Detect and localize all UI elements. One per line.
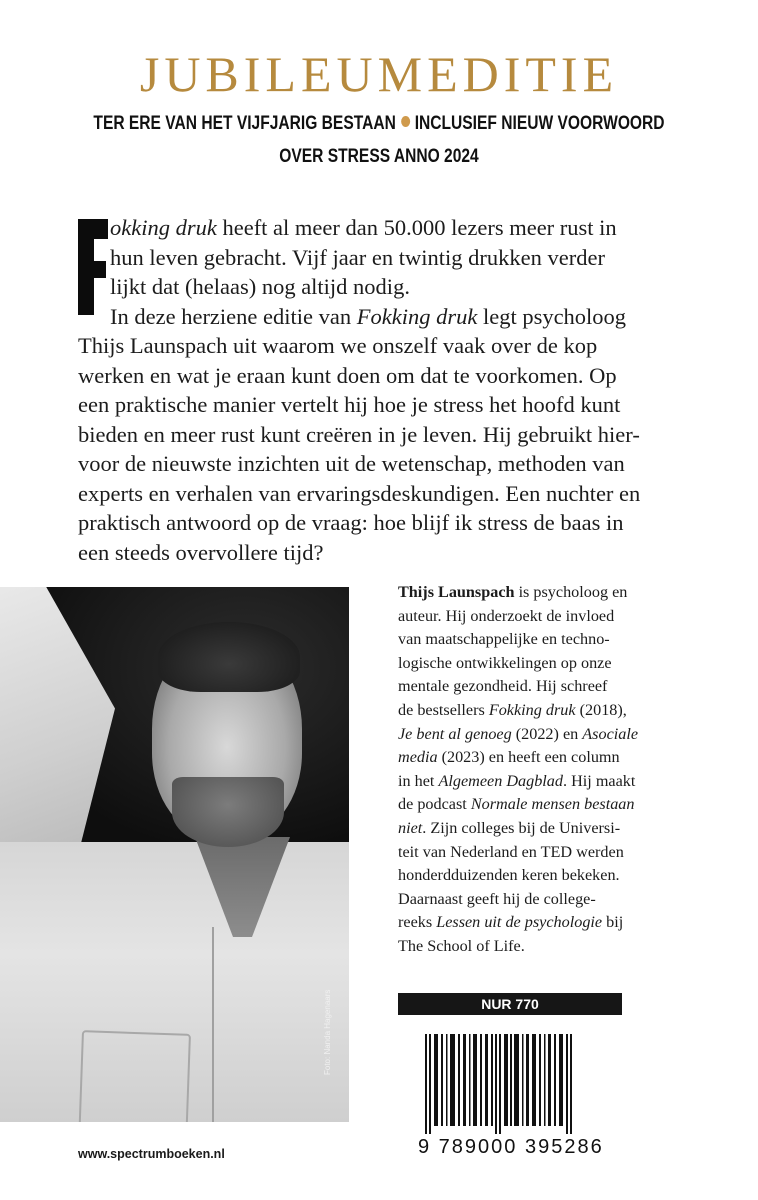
barcode-icon xyxy=(425,1034,575,1134)
bio-line: The School of Life. xyxy=(398,936,525,955)
author-name: Thijs Launspach xyxy=(398,583,515,601)
edition-subline-2: OVER STRESS ANNO 2024 xyxy=(279,146,479,167)
bio-line: niet. Zijn colleges bij de Universi- xyxy=(398,818,621,837)
edition-subline-1 xyxy=(68,113,690,135)
bio-line: media (2023) en heeft een column xyxy=(398,748,620,767)
bio-line: honderdduizenden keren bekeken. xyxy=(398,866,620,885)
bio-line: logische ontwikkelingen op onze xyxy=(398,653,612,672)
bio-line: teit van Nederland en TED werden xyxy=(398,842,624,861)
bullet-icon xyxy=(401,116,410,127)
nur-code: NUR 770 xyxy=(398,993,622,1015)
bio-line: van maatschappelijke en techno- xyxy=(398,630,610,649)
publisher-url[interactable]: www.spectrumboeken.nl xyxy=(78,1147,225,1161)
bio-line: mentale gezondheid. Hij schreef xyxy=(398,677,608,696)
bio-line: Je bent al genoeg (2022) en Asociale xyxy=(398,724,639,743)
blurb-line: hun leven gebracht. Vijf jaar en twintig drukken verder xyxy=(110,244,605,270)
blurb-line: een steeds overvollere tijd? xyxy=(78,539,324,565)
bio-line: auteur. Hij onderzoekt de invloed xyxy=(398,606,615,625)
blurb-line: praktisch antwoord op de vraag: hoe blijf ik stress de baas in xyxy=(78,510,624,535)
blurb-line: werken en wat je eraan kunt doen om dat te voorkomen. Op xyxy=(78,362,617,388)
bio-line: in het Algemeen Dagblad. Hij maakt xyxy=(398,771,636,790)
bio-line: reeks Lessen uit de psychologie bij xyxy=(398,913,624,932)
blurb-line: Thijs Launspach uit waarom we onszelf vaak over de kop xyxy=(78,333,598,358)
bio-line: de podcast Normale mensen bestaan xyxy=(398,795,635,814)
blurb-line: bieden en meer rust kunt creëren in je leven. Hij gebruikt hier- xyxy=(78,421,640,447)
blurb-line: een praktische manier vertelt hij hoe je stress het hoofd kunt xyxy=(78,392,621,417)
blurb xyxy=(78,213,663,567)
blurb-line: experts en verhalen van ervaringsdeskundigen. Een nuchter en xyxy=(78,480,641,506)
blurb-line: lijkt dat (helaas) nog altijd nodig. xyxy=(110,274,410,299)
subline-part-2: INCLUSIEF NIEUW VOORWOORD xyxy=(414,113,665,134)
dropcap-f-icon xyxy=(78,219,96,315)
author-photo xyxy=(0,587,349,1122)
bio-line: Daarnaast geeft hij de college- xyxy=(398,889,596,908)
photo-credit: Foto: Nanda Hagenaars xyxy=(323,989,332,1075)
subline-part-1: TER ERE VAN HET VIJFJARIG BESTAAN xyxy=(93,113,396,134)
bio-line: Thijs Launspach is psycholoog en xyxy=(398,583,628,601)
edition-title: JUBILEUMEDITIE xyxy=(139,46,619,102)
author-bio xyxy=(398,581,668,959)
blurb-line: okking druk heeft al meer dan 50.000 lezers meer rust in xyxy=(110,215,617,240)
isbn-number: 9 789000 395286 xyxy=(418,1136,604,1158)
bio-line: de bestsellers Fokking druk (2018), xyxy=(398,700,627,719)
blurb-line: In deze herziene editie van Fokking druk legt psycholoog xyxy=(110,303,627,329)
blurb-line: voor de nieuwste inzichten uit de wetenschap, methoden van xyxy=(78,451,625,476)
